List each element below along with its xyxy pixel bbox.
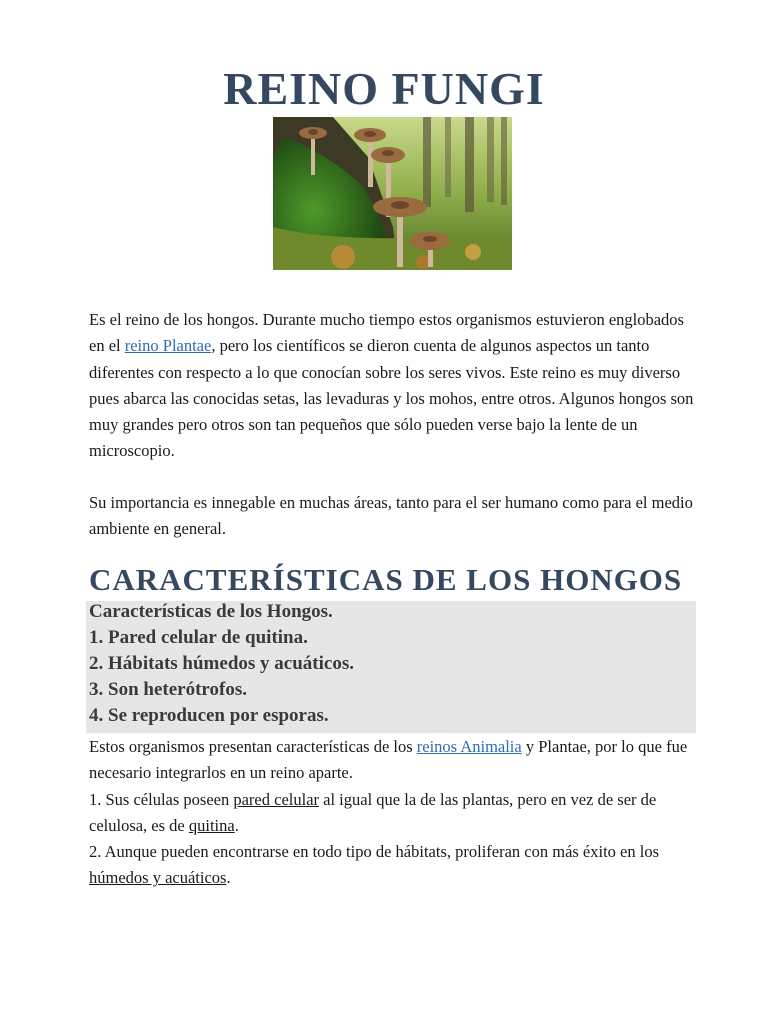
summary-item: 3. Son heterótrofos. [89,679,247,700]
details-paragraph [89,734,699,787]
details-section [89,734,699,892]
summary-heading: Características de los Hongos. [89,601,333,622]
summary-item: 2. Hábitats húmedos y acuáticos. [89,653,354,674]
intro-text-end: , pero los científicos se dieron cuenta de algunos aspectos un tanto diferentes con respecto a lo que conocían sobre los seres vivos. Este reino es muy diverso pues abarca las conocidas setas, las levaduras y los mohos, entre otros. Algunos hongos son muy grandes pero otros son tan pequeños que sólo pueden verse bajo la lente de un microscopio. [89,336,694,461]
importance-text: Su importancia es innegable en muchas áreas, tanto para el ser humano como para el medio ambiente en general. [89,493,693,539]
item-text: . [226,868,231,888]
summary-item: 4. Se reproducen por esporas. [89,705,329,726]
page-title: REINO FUNGI [223,63,545,114]
reino-plantae-link[interactable]: reino Plantae [124,336,212,356]
item-text: al igual que la de las plantas, pero en vez de ser de celulosa, es de [89,789,657,835]
quitina-term: quitina [188,815,235,835]
item-text: 1. Sus células poseen [89,789,234,809]
humedos-term: húmedos y acuáticos [89,868,227,888]
details-item-1 [89,787,699,840]
intro-paragraph [89,307,699,465]
summary-box [86,601,696,733]
summary-item: 1. Pared celular de quitina. [89,627,308,648]
section-heading: CARACTERÍSTICAS DE LOS HONGOS [89,562,683,597]
reinos-animalia-link[interactable]: reinos Animalia [416,737,522,756]
importance-paragraph [89,490,699,543]
details-text: y Plantae, por lo que fue necesario integrarlos en un reino aparte. [89,737,688,783]
details-text: Estos organismos presentan características de los [89,737,417,756]
item-text: 2. Aunque pueden encontrarse en todo tipo de hábitats, proliferan con más éxito en los [89,842,660,862]
pared-celular-term: pared celular [233,789,320,809]
item-text: . [234,815,239,835]
details-item-2 [89,839,699,892]
mushroom-photo [273,117,512,270]
intro-text-start: Es el reino de los hongos. Durante mucho tiempo estos organismos estuvieron englobados en el [89,310,684,356]
